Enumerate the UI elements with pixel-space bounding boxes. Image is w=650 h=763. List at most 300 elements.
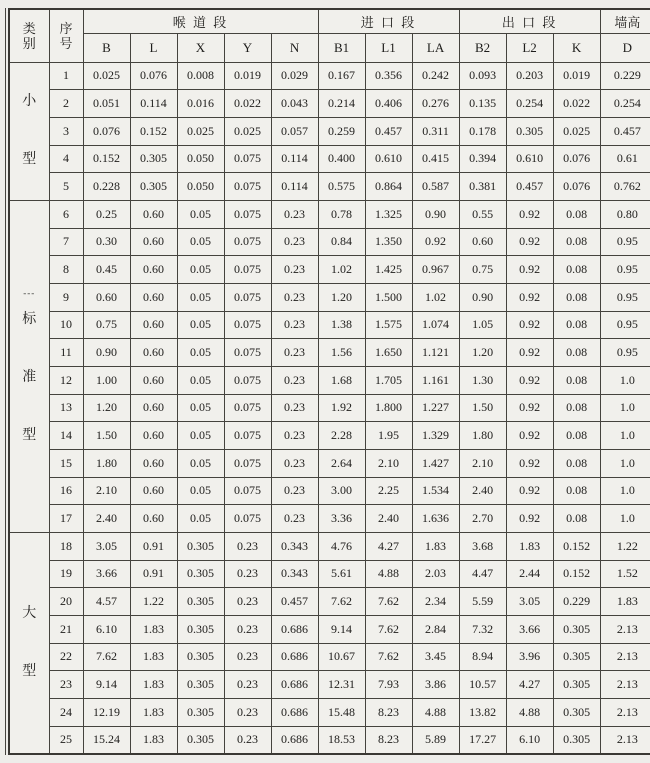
value-cell: 5.89 bbox=[412, 726, 459, 754]
value-cell: 1.575 bbox=[365, 311, 412, 339]
value-cell: 1.0 bbox=[600, 449, 650, 477]
table-row bbox=[9, 145, 650, 173]
header-col-B: B bbox=[83, 33, 130, 62]
value-cell: 0.23 bbox=[271, 505, 318, 533]
value-cell: 1.0 bbox=[600, 505, 650, 533]
value-cell: 0.051 bbox=[83, 90, 130, 118]
serial-cell: 3 bbox=[49, 117, 83, 145]
value-cell: 0.92 bbox=[506, 449, 553, 477]
value-cell: 1.83 bbox=[130, 615, 177, 643]
value-cell: 2.13 bbox=[600, 726, 650, 754]
value-cell: 0.60 bbox=[130, 394, 177, 422]
value-cell: 0.23 bbox=[224, 588, 271, 616]
value-cell: 0.23 bbox=[271, 366, 318, 394]
value-cell: 1.80 bbox=[459, 422, 506, 450]
value-cell: 1.00 bbox=[83, 366, 130, 394]
value-cell: 0.60 bbox=[130, 311, 177, 339]
value-cell: 2.10 bbox=[83, 477, 130, 505]
value-cell: 3.00 bbox=[318, 477, 365, 505]
value-cell: 0.305 bbox=[177, 560, 224, 588]
value-cell: 0.95 bbox=[600, 311, 650, 339]
value-cell: 3.66 bbox=[83, 560, 130, 588]
value-cell: 0.043 bbox=[271, 90, 318, 118]
serial-cell: 25 bbox=[49, 726, 83, 754]
category-char: --- bbox=[23, 288, 36, 299]
value-cell: 0.08 bbox=[553, 366, 600, 394]
serial-cell: 18 bbox=[49, 532, 83, 560]
value-cell: 2.28 bbox=[318, 422, 365, 450]
value-cell: 1.02 bbox=[412, 283, 459, 311]
value-cell: 1.22 bbox=[130, 588, 177, 616]
serial-cell: 17 bbox=[49, 505, 83, 533]
value-cell: 0.60 bbox=[130, 283, 177, 311]
serial-cell: 7 bbox=[49, 228, 83, 256]
value-cell: 0.135 bbox=[459, 90, 506, 118]
value-cell: 0.075 bbox=[224, 339, 271, 367]
value-cell: 0.305 bbox=[177, 726, 224, 754]
value-cell: 0.05 bbox=[177, 422, 224, 450]
category-cell-2 bbox=[9, 532, 49, 754]
value-cell: 0.228 bbox=[83, 173, 130, 201]
table-row bbox=[9, 366, 650, 394]
value-cell: 0.305 bbox=[177, 671, 224, 699]
value-cell: 7.62 bbox=[365, 615, 412, 643]
table-row bbox=[9, 256, 650, 284]
value-cell: 15.48 bbox=[318, 698, 365, 726]
value-cell: 1.0 bbox=[600, 422, 650, 450]
value-cell: 0.075 bbox=[224, 394, 271, 422]
table-row bbox=[9, 394, 650, 422]
value-cell: 5.61 bbox=[318, 560, 365, 588]
value-cell: 0.114 bbox=[271, 173, 318, 201]
value-cell: 0.686 bbox=[271, 615, 318, 643]
value-cell: 2.13 bbox=[600, 643, 650, 671]
header-group-2: 出 口 段 bbox=[459, 9, 600, 33]
serial-cell: 16 bbox=[49, 477, 83, 505]
serial-cell: 6 bbox=[49, 200, 83, 228]
value-cell: 0.167 bbox=[318, 62, 365, 90]
value-cell: 1.83 bbox=[130, 698, 177, 726]
value-cell: 0.864 bbox=[365, 173, 412, 201]
value-cell: 1.705 bbox=[365, 366, 412, 394]
value-cell: 10.67 bbox=[318, 643, 365, 671]
value-cell: 0.050 bbox=[177, 173, 224, 201]
serial-cell: 5 bbox=[49, 173, 83, 201]
value-cell: 0.381 bbox=[459, 173, 506, 201]
value-cell: 1.80 bbox=[83, 449, 130, 477]
value-cell: 3.36 bbox=[318, 505, 365, 533]
value-cell: 2.10 bbox=[365, 449, 412, 477]
value-cell: 0.95 bbox=[600, 339, 650, 367]
value-cell: 9.14 bbox=[83, 671, 130, 699]
value-cell: 0.61 bbox=[600, 145, 650, 173]
value-cell: 4.88 bbox=[365, 560, 412, 588]
value-cell: 0.686 bbox=[271, 726, 318, 754]
value-cell: 3.45 bbox=[412, 643, 459, 671]
category-char: 小 bbox=[22, 94, 37, 110]
value-cell: 1.50 bbox=[459, 394, 506, 422]
value-cell: 1.50 bbox=[83, 422, 130, 450]
serial-cell: 10 bbox=[49, 311, 83, 339]
value-cell: 0.92 bbox=[506, 228, 553, 256]
value-cell: 4.88 bbox=[506, 698, 553, 726]
value-cell: 0.075 bbox=[224, 283, 271, 311]
value-cell: 0.05 bbox=[177, 505, 224, 533]
value-cell: 12.31 bbox=[318, 671, 365, 699]
value-cell: 7.62 bbox=[365, 588, 412, 616]
value-cell: 0.92 bbox=[506, 256, 553, 284]
value-cell: 0.23 bbox=[224, 560, 271, 588]
serial-cell: 11 bbox=[49, 339, 83, 367]
value-cell: 12.19 bbox=[83, 698, 130, 726]
value-cell: 2.44 bbox=[506, 560, 553, 588]
value-cell: 0.305 bbox=[553, 698, 600, 726]
value-cell: 0.305 bbox=[130, 145, 177, 173]
value-cell: 0.025 bbox=[177, 117, 224, 145]
table-row bbox=[9, 228, 650, 256]
serial-cell: 15 bbox=[49, 449, 83, 477]
value-cell: 1.636 bbox=[412, 505, 459, 533]
value-cell: 1.83 bbox=[130, 643, 177, 671]
value-cell: 0.05 bbox=[177, 228, 224, 256]
value-cell: 1.0 bbox=[600, 477, 650, 505]
header-row-columns bbox=[9, 33, 650, 62]
value-cell: 0.08 bbox=[553, 422, 600, 450]
value-cell: 0.356 bbox=[365, 62, 412, 90]
category-label-0 bbox=[10, 95, 49, 167]
header-col-LA: LA bbox=[412, 33, 459, 62]
value-cell: 4.88 bbox=[412, 698, 459, 726]
value-cell: 0.114 bbox=[130, 90, 177, 118]
table-row bbox=[9, 339, 650, 367]
value-cell: 3.05 bbox=[83, 532, 130, 560]
value-cell: 0.022 bbox=[553, 90, 600, 118]
value-cell: 0.259 bbox=[318, 117, 365, 145]
value-cell: 0.075 bbox=[224, 311, 271, 339]
value-cell: 1.30 bbox=[459, 366, 506, 394]
value-cell: 0.23 bbox=[224, 671, 271, 699]
value-cell: 0.076 bbox=[83, 117, 130, 145]
table-row bbox=[9, 449, 650, 477]
serial-cell: 14 bbox=[49, 422, 83, 450]
serial-cell: 8 bbox=[49, 256, 83, 284]
value-cell: 2.84 bbox=[412, 615, 459, 643]
value-cell: 0.016 bbox=[177, 90, 224, 118]
value-cell: 0.08 bbox=[553, 394, 600, 422]
value-cell: 2.40 bbox=[83, 505, 130, 533]
value-cell: 1.500 bbox=[365, 283, 412, 311]
value-cell: 0.762 bbox=[600, 173, 650, 201]
table-wrapper bbox=[5, 8, 647, 755]
value-cell: 0.23 bbox=[271, 449, 318, 477]
value-cell: 15.24 bbox=[83, 726, 130, 754]
value-cell: 0.075 bbox=[224, 200, 271, 228]
value-cell: 5.59 bbox=[459, 588, 506, 616]
value-cell: 0.08 bbox=[553, 449, 600, 477]
value-cell: 2.10 bbox=[459, 449, 506, 477]
value-cell: 1.800 bbox=[365, 394, 412, 422]
value-cell: 1.52 bbox=[600, 560, 650, 588]
value-cell: 6.10 bbox=[83, 615, 130, 643]
header-category bbox=[9, 9, 49, 62]
value-cell: 0.457 bbox=[365, 117, 412, 145]
value-cell: 0.075 bbox=[224, 505, 271, 533]
value-cell: 0.457 bbox=[506, 173, 553, 201]
value-cell: 1.325 bbox=[365, 200, 412, 228]
category-char: 大 bbox=[22, 605, 37, 621]
table-row bbox=[9, 283, 650, 311]
value-cell: 0.305 bbox=[553, 671, 600, 699]
value-cell: 2.13 bbox=[600, 671, 650, 699]
value-cell: 0.08 bbox=[553, 256, 600, 284]
serial-cell: 22 bbox=[49, 643, 83, 671]
value-cell: 0.305 bbox=[177, 698, 224, 726]
value-cell: 3.68 bbox=[459, 532, 506, 560]
value-cell: 0.92 bbox=[506, 505, 553, 533]
value-cell: 0.08 bbox=[553, 505, 600, 533]
value-cell: 0.08 bbox=[553, 339, 600, 367]
value-cell: 0.90 bbox=[83, 339, 130, 367]
header-category-char-0: 类 bbox=[22, 20, 36, 36]
serial-cell: 1 bbox=[49, 62, 83, 90]
value-cell: 7.62 bbox=[365, 643, 412, 671]
serial-cell: 23 bbox=[49, 671, 83, 699]
value-cell: 0.029 bbox=[271, 62, 318, 90]
value-cell: 1.02 bbox=[318, 256, 365, 284]
header-col-X: X bbox=[177, 33, 224, 62]
serial-cell: 12 bbox=[49, 366, 83, 394]
value-cell: 0.92 bbox=[412, 228, 459, 256]
value-cell: 1.38 bbox=[318, 311, 365, 339]
value-cell: 0.23 bbox=[224, 532, 271, 560]
value-cell: 7.62 bbox=[83, 643, 130, 671]
category-cell-1 bbox=[9, 200, 49, 532]
value-cell: 0.967 bbox=[412, 256, 459, 284]
value-cell: 0.025 bbox=[224, 117, 271, 145]
table-row bbox=[9, 62, 650, 90]
value-cell: 4.57 bbox=[83, 588, 130, 616]
table-row bbox=[9, 477, 650, 505]
value-cell: 0.60 bbox=[130, 505, 177, 533]
value-cell: 1.05 bbox=[459, 311, 506, 339]
value-cell: 0.075 bbox=[224, 366, 271, 394]
value-cell: 0.254 bbox=[506, 90, 553, 118]
category-char: 型 bbox=[22, 663, 37, 679]
value-cell: 1.20 bbox=[318, 283, 365, 311]
value-cell: 0.057 bbox=[271, 117, 318, 145]
value-cell: 1.427 bbox=[412, 449, 459, 477]
value-cell: 0.152 bbox=[553, 532, 600, 560]
category-char: 型 bbox=[22, 152, 37, 168]
value-cell: 0.25 bbox=[83, 200, 130, 228]
value-cell: 18.53 bbox=[318, 726, 365, 754]
value-cell: 0.610 bbox=[365, 145, 412, 173]
header-col-B1: B1 bbox=[318, 33, 365, 62]
value-cell: 0.457 bbox=[600, 117, 650, 145]
value-cell: 0.84 bbox=[318, 228, 365, 256]
header-group-1: 进 口 段 bbox=[318, 9, 459, 33]
value-cell: 0.08 bbox=[553, 228, 600, 256]
value-cell: 0.406 bbox=[365, 90, 412, 118]
value-cell: 1.95 bbox=[365, 422, 412, 450]
serial-cell: 4 bbox=[49, 145, 83, 173]
value-cell: 0.23 bbox=[224, 643, 271, 671]
value-cell: 0.019 bbox=[224, 62, 271, 90]
value-cell: 1.83 bbox=[130, 671, 177, 699]
value-cell: 0.343 bbox=[271, 560, 318, 588]
value-cell: 0.610 bbox=[506, 145, 553, 173]
value-cell: 0.91 bbox=[130, 560, 177, 588]
category-label-2 bbox=[10, 607, 49, 679]
value-cell: 0.415 bbox=[412, 145, 459, 173]
value-cell: 0.23 bbox=[224, 698, 271, 726]
table-row bbox=[9, 200, 650, 228]
table-row bbox=[9, 615, 650, 643]
value-cell: 0.075 bbox=[224, 449, 271, 477]
value-cell: 1.121 bbox=[412, 339, 459, 367]
value-cell: 0.23 bbox=[271, 311, 318, 339]
value-cell: 0.076 bbox=[553, 145, 600, 173]
value-cell: 0.08 bbox=[553, 283, 600, 311]
value-cell: 4.47 bbox=[459, 560, 506, 588]
header-col-N: N bbox=[271, 33, 318, 62]
table-row bbox=[9, 698, 650, 726]
value-cell: 0.60 bbox=[130, 256, 177, 284]
value-cell: 0.60 bbox=[130, 228, 177, 256]
value-cell: 0.305 bbox=[553, 726, 600, 754]
value-cell: 0.91 bbox=[130, 532, 177, 560]
serial-cell: 20 bbox=[49, 588, 83, 616]
value-cell: 1.56 bbox=[318, 339, 365, 367]
value-cell: 0.075 bbox=[224, 173, 271, 201]
value-cell: 0.305 bbox=[506, 117, 553, 145]
value-cell: 0.60 bbox=[83, 283, 130, 311]
value-cell: 0.276 bbox=[412, 90, 459, 118]
value-cell: 1.074 bbox=[412, 311, 459, 339]
header-group-3: 墙高 bbox=[600, 9, 650, 33]
value-cell: 0.075 bbox=[224, 228, 271, 256]
table-row bbox=[9, 726, 650, 754]
value-cell: 0.23 bbox=[271, 339, 318, 367]
serial-cell: 2 bbox=[49, 90, 83, 118]
value-cell: 0.203 bbox=[506, 62, 553, 90]
value-cell: 1.68 bbox=[318, 366, 365, 394]
table-row bbox=[9, 643, 650, 671]
value-cell: 0.80 bbox=[600, 200, 650, 228]
value-cell: 0.60 bbox=[130, 477, 177, 505]
value-cell: 0.311 bbox=[412, 117, 459, 145]
value-cell: 0.08 bbox=[553, 200, 600, 228]
value-cell: 1.534 bbox=[412, 477, 459, 505]
value-cell: 0.95 bbox=[600, 256, 650, 284]
value-cell: 0.305 bbox=[177, 615, 224, 643]
header-serial-char-1: 号 bbox=[59, 35, 73, 51]
value-cell: 0.686 bbox=[271, 698, 318, 726]
serial-cell: 9 bbox=[49, 283, 83, 311]
flume-dimensions-table bbox=[8, 8, 650, 755]
header-col-L: L bbox=[130, 33, 177, 62]
value-cell: 0.05 bbox=[177, 311, 224, 339]
value-cell: 0.05 bbox=[177, 366, 224, 394]
value-cell: 1.161 bbox=[412, 366, 459, 394]
value-cell: 0.92 bbox=[506, 311, 553, 339]
value-cell: 1.83 bbox=[130, 726, 177, 754]
value-cell: 0.394 bbox=[459, 145, 506, 173]
value-cell: 0.457 bbox=[271, 588, 318, 616]
value-cell: 0.05 bbox=[177, 394, 224, 422]
value-cell: 0.214 bbox=[318, 90, 365, 118]
category-char: 标 bbox=[22, 312, 37, 328]
value-cell: 0.55 bbox=[459, 200, 506, 228]
value-cell: 1.20 bbox=[459, 339, 506, 367]
value-cell: 1.92 bbox=[318, 394, 365, 422]
value-cell: 0.305 bbox=[130, 173, 177, 201]
value-cell: 1.227 bbox=[412, 394, 459, 422]
value-cell: 0.78 bbox=[318, 200, 365, 228]
value-cell: 0.05 bbox=[177, 283, 224, 311]
value-cell: 2.70 bbox=[459, 505, 506, 533]
value-cell: 0.305 bbox=[553, 615, 600, 643]
value-cell: 0.305 bbox=[553, 643, 600, 671]
table-row bbox=[9, 117, 650, 145]
value-cell: 0.019 bbox=[553, 62, 600, 90]
value-cell: 0.92 bbox=[506, 366, 553, 394]
table-header bbox=[9, 9, 650, 62]
value-cell: 0.075 bbox=[224, 422, 271, 450]
value-cell: 2.13 bbox=[600, 615, 650, 643]
value-cell: 8.23 bbox=[365, 698, 412, 726]
value-cell: 0.400 bbox=[318, 145, 365, 173]
value-cell: 0.60 bbox=[130, 422, 177, 450]
value-cell: 0.305 bbox=[177, 532, 224, 560]
header-col-B2: B2 bbox=[459, 33, 506, 62]
table-row bbox=[9, 505, 650, 533]
value-cell: 0.60 bbox=[130, 449, 177, 477]
value-cell: 17.27 bbox=[459, 726, 506, 754]
value-cell: 0.23 bbox=[271, 394, 318, 422]
header-col-L1: L1 bbox=[365, 33, 412, 62]
value-cell: 4.27 bbox=[506, 671, 553, 699]
value-cell: 0.92 bbox=[506, 477, 553, 505]
value-cell: 1.83 bbox=[506, 532, 553, 560]
value-cell: 3.05 bbox=[506, 588, 553, 616]
header-col-L2: L2 bbox=[506, 33, 553, 62]
category-char: 准 bbox=[22, 370, 37, 386]
header-row-groups bbox=[9, 9, 650, 33]
header-category-char-1: 别 bbox=[22, 35, 36, 51]
category-char: 型 bbox=[22, 428, 37, 444]
value-cell: 0.686 bbox=[271, 671, 318, 699]
value-cell: 1.22 bbox=[600, 532, 650, 560]
category-label-1 bbox=[10, 289, 49, 443]
value-cell: 3.66 bbox=[506, 615, 553, 643]
value-cell: 10.57 bbox=[459, 671, 506, 699]
table-row bbox=[9, 532, 650, 560]
value-cell: 4.27 bbox=[365, 532, 412, 560]
value-cell: 2.13 bbox=[600, 698, 650, 726]
value-cell: 0.92 bbox=[506, 339, 553, 367]
value-cell: 1.83 bbox=[600, 588, 650, 616]
value-cell: 0.92 bbox=[506, 422, 553, 450]
value-cell: 0.05 bbox=[177, 256, 224, 284]
value-cell: 2.03 bbox=[412, 560, 459, 588]
value-cell: 0.95 bbox=[600, 283, 650, 311]
table-row bbox=[9, 311, 650, 339]
value-cell: 0.23 bbox=[271, 228, 318, 256]
value-cell: 9.14 bbox=[318, 615, 365, 643]
value-cell: 0.050 bbox=[177, 145, 224, 173]
value-cell: 0.025 bbox=[83, 62, 130, 90]
